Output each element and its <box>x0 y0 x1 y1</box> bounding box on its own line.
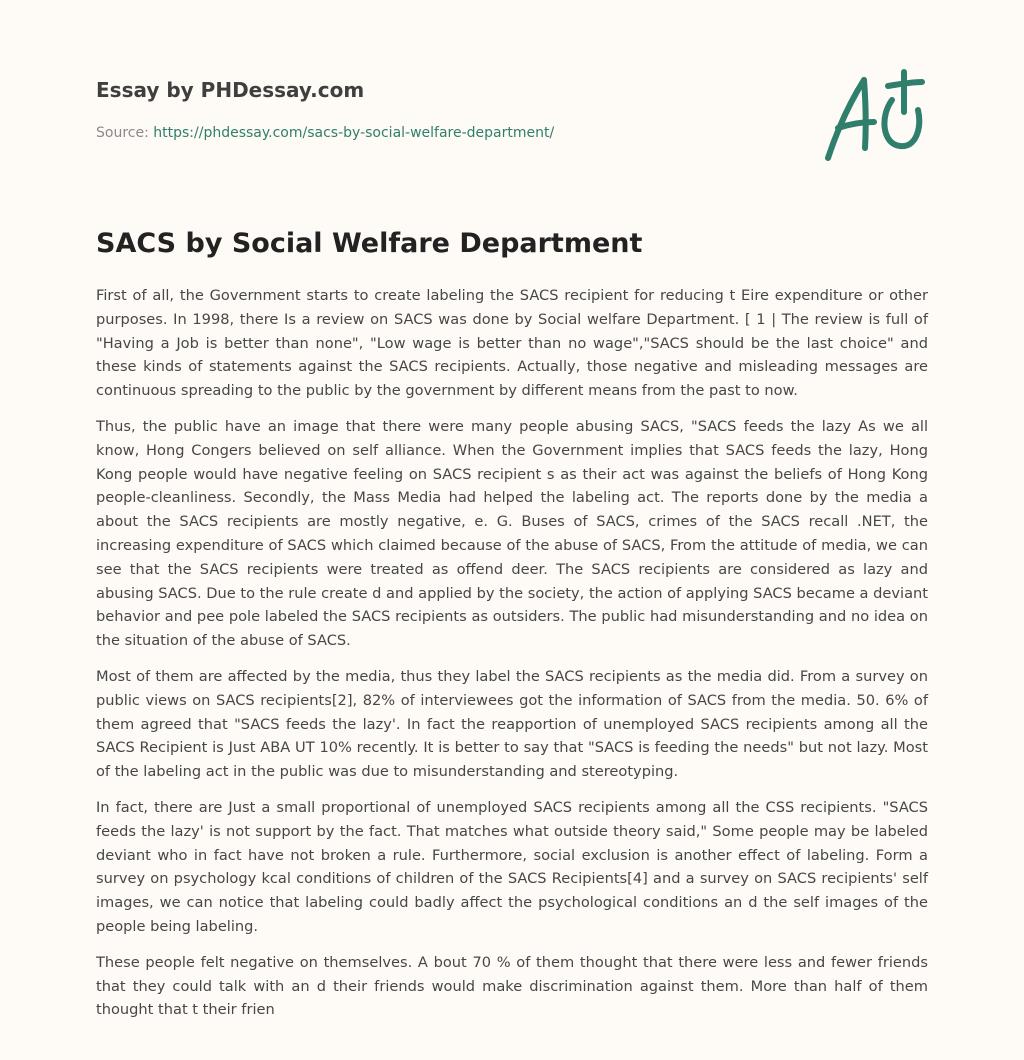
essay-paragraph: In fact, there are Just a small proportional of unemployed SACS recipients among all the CSS recipients. "SACS feeds the lazy' is not support by the fact. That matches what outside theory said," Some people may be labeled deviant who in fact have not broken a rule. Furthermore, social exclusion is another effect of labeling. Form a survey on psychology kcal conditions of children of the SACS Recipients[4] and a survey on SACS recipients' self images, we can notice that labeling could badly affect the psychological conditions an d the self images of the people being labeling. <box>96 798 928 935</box>
source-line <box>96 123 554 143</box>
site-header-title: Essay by PHDessay.com <box>96 78 365 102</box>
source-label: Source: <box>96 125 149 141</box>
source-link[interactable]: https://phdessay.com/sacs-by-social-welfare-department/ <box>153 125 555 141</box>
essay-paragraph: Most of them are affected by the media, thus they label the SACS recipients as the media did. From a survey on public views on SACS recipients[2], 82% of interviewees got the information of SACS from the media. 50. 6% of them agreed that "SACS feeds the lazy'. In fact the reapportion of unemployed SACS recipients among all the SACS Recipient is Just ABA UT 10% recently. It is better to say that "SACS is feeding the needs" but not lazy. Most of the labeling act in the public was due to misunderstanding and stereotyping. <box>96 667 928 781</box>
essay-body <box>96 284 928 1034</box>
essay-paragraph: These people felt negative on themselves. A bout 70 % of them thought that there were less and fewer friends that they could talk with an d their friends would make discrimination against them. More than half of them thought that t their frien <box>96 953 928 1019</box>
essay-paragraph: First of all, the Government starts to create labeling the SACS recipient for reducing t Eire expenditure or other purposes. In 1998, there Is a review on SACS was done by Social welfare Department. [ 1 | The review is full of "Having a Job is better than none", "Low wage is better than no wage","SACS should be the last choice" and these kinds of statements against the SACS recipients. Actually, those negative and misleading messages are continuous spreading to the public by the government by different means from the past to now. <box>96 287 928 400</box>
a-plus-logo-icon <box>818 66 930 166</box>
essay-paragraph: Thus, the public have an image that there were many people abusing SACS, "SACS feeds the lazy As we all know, Hong Congers believed on self alliance. When the Government implies that SACS feeds the lazy, Hong Kong people would have negative feeling on SACS recipient s as their act was against the beliefs of Hong Kong people-cleanliness. Secondly, the Mass Media had helped the labeling act. The reports done by the media a about the SACS recipients are mostly negative, e. G. Buses of SACS, crimes of the SACS recall .NET, the increasing expenditure of SACS which claimed because of the abuse of SACS, From the attitude of media, we can see that the SACS recipients were treated as offend deer. The SACS recipients are considered as lazy and abusing SACS. Due to the rule create d and applied by the society, the action of applying SACS became a deviant behavior and pee pole labeled the SACS recipients as outsiders. The public had misunderstanding and no idea on the situation of the abuse of SACS. <box>96 417 928 650</box>
essay-title: SACS by Social Welfare Department <box>96 228 643 259</box>
